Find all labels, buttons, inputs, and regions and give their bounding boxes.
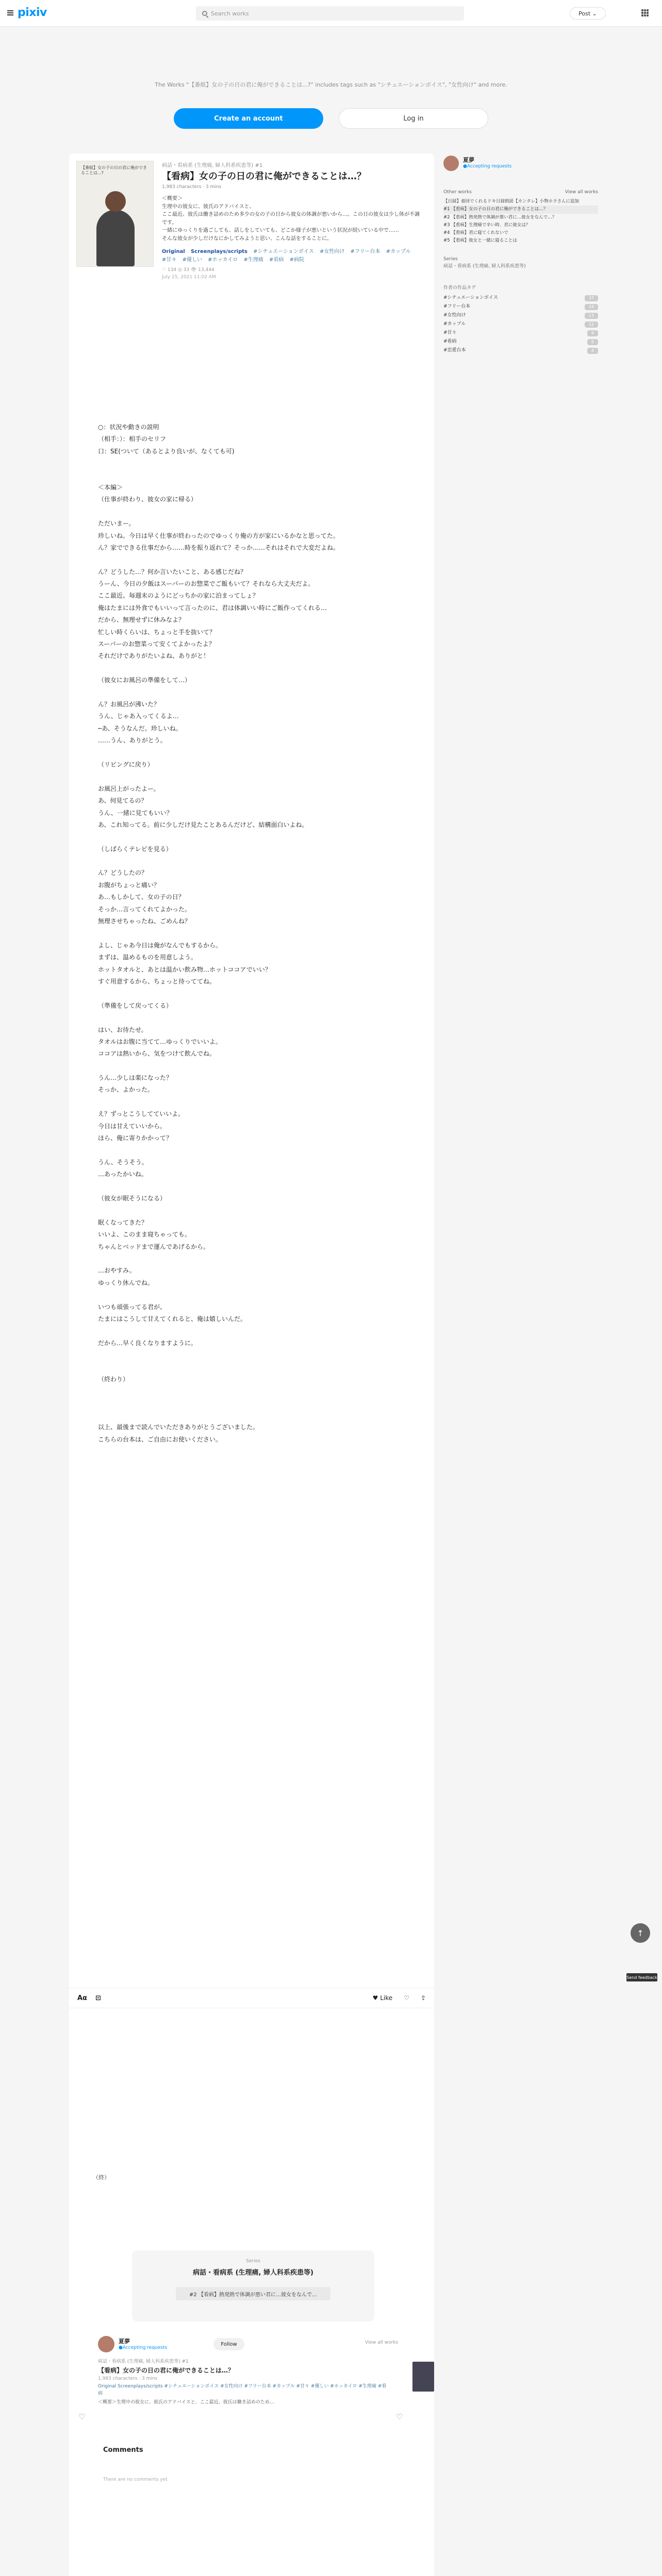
search-icon bbox=[202, 11, 207, 16]
tag-row[interactable] bbox=[443, 337, 598, 346]
author-card bbox=[78, 2336, 411, 2424]
sidebar-series-label: Series bbox=[443, 256, 458, 262]
other-works-list bbox=[443, 198, 598, 245]
sidebar-author-avatar[interactable] bbox=[443, 156, 459, 171]
tag-item[interactable]: #看病 bbox=[269, 257, 284, 263]
tag-item[interactable]: #シチュエーションボイス bbox=[253, 249, 314, 255]
tag-count: 12 bbox=[585, 321, 598, 328]
comments-empty: There are no comments yet bbox=[103, 2477, 168, 2482]
tag-row[interactable] bbox=[443, 311, 598, 320]
tag-name: #シチュエーションボイス bbox=[443, 295, 498, 300]
post-button[interactable]: Post ⌄ bbox=[570, 7, 606, 20]
scroll-top-button[interactable]: ↑ bbox=[631, 1923, 650, 1943]
tag-row[interactable] bbox=[443, 294, 598, 302]
accepting-requests-badge[interactable]: ●Accepting requests bbox=[119, 2345, 168, 2350]
tag-name: #フリー台本 bbox=[443, 303, 471, 309]
work-date: July 25, 2021 11:02 AM bbox=[162, 275, 216, 280]
author-avatar[interactable] bbox=[98, 2336, 114, 2352]
tag-item[interactable]: #カップル bbox=[386, 249, 411, 255]
tag-row[interactable] bbox=[443, 329, 598, 337]
sidebar-author-name[interactable]: 夏夢 bbox=[463, 157, 474, 163]
series-link[interactable]: 病話・看病系 (生理痛, 婦人科系疾患等) #1 bbox=[162, 163, 263, 168]
sidebar-series-name[interactable]: 病話・看病系 (生理痛, 婦人科系疾患等) bbox=[443, 264, 526, 269]
pixiv-logo[interactable]: pixiv bbox=[18, 6, 47, 19]
work-stats: ♡ 134 ◎ 33 👁 13,444 bbox=[162, 267, 214, 273]
tag-name: #恋愛台本 bbox=[443, 348, 466, 353]
cover-title: 【番組】女の子の日の君に俺ができることは...? bbox=[81, 165, 147, 176]
tag-count: 37 bbox=[585, 295, 598, 301]
sidebar-author[interactable] bbox=[443, 154, 598, 176]
series-nav-box bbox=[132, 2250, 374, 2321]
author-tag-list bbox=[443, 284, 598, 355]
tag-item[interactable]: Screenplays/scripts bbox=[190, 249, 247, 255]
tag-item[interactable]: #甘々 bbox=[162, 257, 177, 263]
list-item[interactable]: 【日録】着回でくれるドキ日録朗読【カンタレ】小物ホラさんに追加 bbox=[443, 199, 580, 204]
tag-count: 4 bbox=[587, 348, 598, 354]
mini-desc: ＜概要＞生理中の彼女に、彼氏のアドバイスと、ここ最近、彼氏は働き詰めのため… bbox=[98, 2400, 274, 2405]
tag-list-header: 作者の作品タグ bbox=[443, 285, 476, 291]
series-label: Series bbox=[246, 2259, 260, 2264]
work-info bbox=[162, 161, 420, 280]
tag-item[interactable]: #女性向け bbox=[319, 249, 345, 255]
mini-length: 1,983 characters · 3 mins bbox=[98, 2376, 158, 2381]
list-item[interactable]: #5 【看病】彼女と一緒に寝ることは bbox=[443, 238, 517, 244]
follow-button[interactable]: Follow bbox=[213, 2338, 244, 2350]
tag-count: 5 bbox=[587, 339, 598, 345]
cover-image[interactable] bbox=[76, 161, 154, 267]
mini-title[interactable]: 【看病】女の子の日の君に俺ができることは…？ bbox=[98, 2367, 235, 2374]
work-header bbox=[76, 161, 422, 318]
tag-count: 24 bbox=[585, 304, 598, 310]
tag-item[interactable]: #生理痛 bbox=[243, 257, 263, 263]
mini-tags: Original Screenplays/scripts #シチュエーションボイス #女性向け #フリー台本 #カップル #甘々 #優しい #ホッカイロ #生理痛 #看病 bbox=[98, 2384, 387, 2396]
tag-item[interactable]: Original bbox=[162, 249, 185, 255]
banner-text: The Works "【番組】女の子の日の君に俺ができることは...?" includes tags such as "シチュエーションボイス", "女性向け" and more. bbox=[155, 81, 507, 88]
cover-figure-body bbox=[96, 210, 135, 266]
search-input[interactable] bbox=[196, 6, 464, 21]
font-settings-icon[interactable]: Aα bbox=[77, 1994, 87, 2002]
series-name[interactable]: 病話・看病系 (生理痛, 婦人科系疾患等) bbox=[193, 2269, 313, 2277]
tag-count: 9 bbox=[587, 330, 598, 336]
sidebar-requests-badge[interactable]: ●Accepting requests bbox=[463, 164, 512, 169]
novel-main-card bbox=[69, 154, 434, 2576]
share-icon[interactable]: ⇪ bbox=[420, 1994, 426, 2002]
tag-row[interactable] bbox=[443, 320, 598, 329]
search-placeholder: Search works bbox=[211, 10, 249, 17]
view-all-link[interactable]: View all works bbox=[565, 190, 598, 195]
novel-body-text: ○：状況や動きの説明 （相手：）：相手のセリフ 口：SE(ついて（あるとより良いが、なくても可) ＜本編＞ （仕事が終わり、彼女の家に帰る） ただいまー。 珍しいね。今日は早く仕事が終わったのでゆっくり俺の方が家にいるかなと思ってた。 ん？家でできる仕事だから……時を振り返れて？そっか……それはそれで大変だよね。 ん？どうした…？何か言いたいこと、ある感じだね？ うーん、今日の夕飯はスーパーのお惣菜でご飯もいて？それなら大丈夫だよ。 ここ最近、毎週末のようにどっちかの家に泊まってしょ？ 俺はたまには外食でもいいって言ったのに、君は体調いい時にご飯作ってくれる… だから、無理せずに休みなよ？ 忙しい時くらいは、ちょっと手を抜いて？ スーパーのお惣菜って安くてよかったよ？ それだけでありがたいよね、ありがと！ （彼女にお風呂の準備をして…） ん？お風呂が沸いた？ うん、じゃあ入ってくるよ… ─あ、そうなんだ。珍しいね。 ……うん、ありがとう。 （リビングに戻り） お風呂上がったよー。 あ、何見てるの？ うん、一緒に見てもいい？ あ、これ知ってる。前に少しだけ見たことあるんだけど、結構面白いよね。 （しばらくテレビを見る） ん？どうしたの？ お腹がちょっと痛い？ あ…もしかして、女の子の日？ そっか…言ってくれてよかった。 無理させちゃったね、ごめんね？ よし、じゃあ今日は俺がなんでもするから。 まずは、温めるものを用意しよう。 ホットタオルと、あとは温かい飲み物…ホットココアでいい？ すぐ用意するから、ちょっと待っててね。 （準備をして戻ってくる） はい、お待たせ。 タオルはお腹に当てて…ゆっくりでいいよ。 ココアは熱いから、気をつけて飲んでね。 うん…少しは楽になった？ そっか、よかった。 え？ずっとこうしてていいよ。 今日は甘えていいから。 ほら、俺に寄りかかって？ うん、そうそう。 …あったかいね。 （彼女が眠そうになる） 眠くなってきた？ いいよ、このまま寝ちゃっても。 ちゃんとベッドまで運んであげるから。 …おやすみ。 ゆっくり休んでね。 いつも頑張ってる君が、 たまにはこうして甘えてくれると、俺は嬉しいんだ。 だから…早く良くなりますように。 （終わり） 以上、最後まで読んでいただきありがとうございました。 こちらの台本は、ご自由にお使いください。 bbox=[98, 423, 340, 1443]
end-mark: （終） bbox=[93, 2174, 110, 2181]
like-heart-icon[interactable]: ♡ bbox=[78, 2412, 86, 2421]
view-all-works-link[interactable]: View all works bbox=[365, 2340, 399, 2345]
other-works-label: Other works bbox=[443, 190, 472, 195]
bookmark-list-icon[interactable]: ⊡ bbox=[95, 1994, 101, 2002]
tag-row[interactable] bbox=[443, 302, 598, 311]
next-episode-button[interactable]: #2 【看病】熱発熱で体調が悪い君に…彼女をなんで… bbox=[176, 2287, 330, 2300]
like-button[interactable]: ♥ Like bbox=[372, 1994, 393, 2002]
bookmark-heart-icon[interactable]: ♡ bbox=[404, 1994, 409, 2002]
create-account-button[interactable]: Create an account bbox=[174, 108, 323, 129]
author-work-item[interactable] bbox=[98, 2358, 387, 2406]
feedback-button[interactable]: Send feedback bbox=[626, 1973, 657, 1981]
signup-banner bbox=[0, 27, 662, 129]
tag-name: #カップル bbox=[443, 321, 466, 327]
sidebar-series bbox=[443, 256, 598, 270]
work-title: 【看病】女の子の日の君に俺ができることは…？ bbox=[162, 171, 366, 182]
tag-item[interactable]: #病院 bbox=[289, 257, 304, 263]
list-item[interactable]: #4 【看病】君に寝てくれないで bbox=[443, 230, 508, 236]
top-header bbox=[0, 0, 662, 27]
tag-item[interactable]: #優しい bbox=[182, 257, 202, 263]
tag-count: 13 bbox=[585, 313, 598, 319]
tag-name: #女性向け bbox=[443, 312, 466, 318]
other-works-header bbox=[443, 190, 598, 195]
hamburger-menu-icon[interactable] bbox=[7, 10, 13, 15]
comments-heading: Comments bbox=[103, 2446, 143, 2454]
tag-item[interactable]: #ホッカイロ bbox=[208, 257, 238, 263]
right-sidebar bbox=[443, 154, 598, 355]
logo-area[interactable] bbox=[7, 6, 47, 19]
tag-item[interactable]: #フリー台本 bbox=[350, 249, 380, 255]
mini-series: 病話・看病系 (生理痛, 婦人科系疾患等) #1 bbox=[98, 2359, 189, 2364]
cover-figure-head bbox=[105, 191, 126, 212]
login-button[interactable]: Log in bbox=[339, 108, 488, 129]
like-heart-icon[interactable]: ♡ bbox=[396, 2412, 403, 2421]
work-length: 1,983 characters · 3 mins bbox=[162, 184, 222, 190]
list-item-current[interactable]: #1 【看病】女の子の日の君に俺ができることは…？ bbox=[443, 206, 598, 213]
author-name[interactable]: 夏夢 bbox=[119, 2338, 130, 2345]
tag-name: #看病 bbox=[443, 339, 457, 345]
list-item[interactable]: #3 【看病】生理痛で辛い時、君に彼女は？ bbox=[443, 222, 531, 228]
tag-list bbox=[162, 248, 420, 264]
apps-grid-icon[interactable] bbox=[641, 9, 649, 16]
work-caption: ＜概要＞ 生理中の彼女に、彼氏のアドバイスと、 ここ最近、彼氏は働き詰めのため多少の女の子の日から彼女の体調が悪いから…。この日の彼女は少し体が不調です。 一緒にゆっくりを過ごしても、話しをしていても、どこか様子が悪いという状況が続いている中で…… そんな彼女が少しだけなにかしてみようと思い、こんな話をすることに。 bbox=[162, 196, 420, 242]
tag-name: #甘々 bbox=[443, 330, 457, 335]
list-item[interactable]: #2 【看病】熱発熱で体調が悪い君に…彼女をなんで…？ bbox=[443, 214, 557, 220]
reading-toolbar bbox=[69, 1988, 434, 2008]
mini-thumbnail[interactable] bbox=[412, 2362, 434, 2392]
tag-row[interactable] bbox=[443, 346, 598, 355]
